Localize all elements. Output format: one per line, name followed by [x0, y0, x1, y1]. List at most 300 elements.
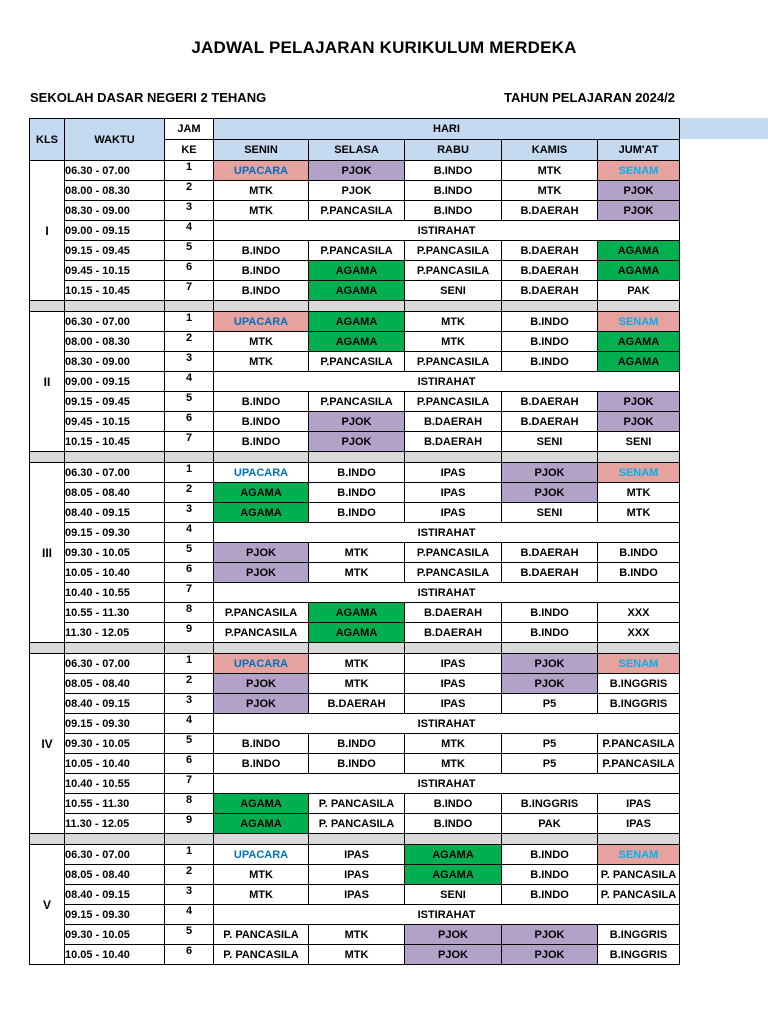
time-cell: 09.15 - 09.45 [65, 392, 165, 412]
time-cell: 09.15 - 09.30 [65, 523, 165, 543]
subject-cell: PJOK [214, 674, 309, 694]
subject-cell: P.PANCASILA [309, 201, 405, 221]
time-cell: 10.05 - 10.40 [65, 754, 165, 774]
time-cell: 10.55 - 11.30 [65, 794, 165, 814]
separator-cell [309, 301, 405, 312]
time-cell: 10.05 - 10.40 [65, 945, 165, 965]
school-name: SEKOLAH DASAR NEGERI 2 TEHANG [30, 90, 267, 105]
separator-cell [214, 301, 309, 312]
subject-cell: MTK [214, 865, 309, 885]
period-cell: 2 [165, 181, 214, 201]
period-cell: 8 [165, 603, 214, 623]
period-cell: 7 [165, 583, 214, 603]
subject-cell: MTK [405, 332, 502, 352]
subject-cell: B.DAERAH [309, 694, 405, 714]
schedule-row [30, 261, 680, 281]
subject-cell: B.DAERAH [405, 603, 502, 623]
subject-cell: P. PANCASILA [214, 925, 309, 945]
subject-cell: MTK [214, 201, 309, 221]
schedule-row [30, 392, 680, 412]
subject-cell: AGAMA [309, 332, 405, 352]
subject-cell: AGAMA [598, 352, 680, 372]
time-cell: 06.30 - 07.00 [65, 654, 165, 674]
subject-cell: MTK [214, 352, 309, 372]
subject-cell: P.PANCASILA [309, 392, 405, 412]
subject-cell: P. PANCASILA [309, 814, 405, 834]
page-title: JADWAL PELAJARAN KURIKULUM MERDEKA [191, 38, 577, 57]
schedule-row [30, 814, 680, 834]
subject-cell: PJOK [502, 483, 598, 503]
period-cell: 4 [165, 523, 214, 543]
subject-cell: SENAM [598, 463, 680, 483]
subject-cell: PJOK [598, 392, 680, 412]
time-cell: 09.30 - 10.05 [65, 543, 165, 563]
subject-cell: B.INDO [309, 483, 405, 503]
period-cell: 5 [165, 734, 214, 754]
separator-cell [309, 834, 405, 845]
subject-cell: PJOK [309, 181, 405, 201]
subject-cell: B.INDO [214, 412, 309, 432]
period-cell: 1 [165, 654, 214, 674]
class-separator [30, 834, 680, 845]
subject-cell: AGAMA [214, 483, 309, 503]
break-cell: ISTIRAHAT [214, 372, 680, 392]
break-cell: ISTIRAHAT [214, 905, 680, 925]
subject-cell: AGAMA [405, 845, 502, 865]
subject-cell: B.DAERAH [502, 281, 598, 301]
schedule-row [30, 161, 680, 181]
schedule-row [30, 885, 680, 905]
subject-cell: B.INDO [502, 352, 598, 372]
subject-cell: SENI [502, 503, 598, 523]
schedule-row [30, 312, 680, 332]
subject-cell: B.INDO [502, 885, 598, 905]
period-cell: 5 [165, 543, 214, 563]
header-kls: KLS [30, 119, 65, 161]
period-cell: 1 [165, 463, 214, 483]
subject-cell: P.PANCASILA [309, 352, 405, 372]
break-cell: ISTIRAHAT [214, 221, 680, 241]
subject-cell: PJOK [214, 543, 309, 563]
schedule-row [30, 603, 680, 623]
schedule-row [30, 241, 680, 261]
subject-cell: B.INDO [502, 865, 598, 885]
subject-cell: MTK [502, 181, 598, 201]
period-cell: 7 [165, 774, 214, 794]
subject-cell: B.INDO [502, 845, 598, 865]
subject-cell: MTK [309, 674, 405, 694]
separator-cell [598, 834, 680, 845]
subject-cell: IPAS [309, 865, 405, 885]
subject-cell: UPACARA [214, 654, 309, 674]
subject-cell: B.DAERAH [405, 432, 502, 452]
schedule-row [30, 463, 680, 483]
separator-cell [65, 643, 165, 654]
subject-cell: AGAMA [309, 281, 405, 301]
subject-cell: P5 [502, 694, 598, 714]
subject-cell: AGAMA [598, 332, 680, 352]
subject-cell: SENAM [598, 845, 680, 865]
subject-cell: XXX [598, 623, 680, 643]
subject-cell: B.DAERAH [502, 543, 598, 563]
subject-cell: PAK [502, 814, 598, 834]
period-cell: 2 [165, 332, 214, 352]
schedule-row [30, 412, 680, 432]
subject-cell: AGAMA [309, 603, 405, 623]
header-day-senin: SENIN [214, 140, 309, 161]
subject-cell: PJOK [309, 432, 405, 452]
subject-cell: MTK [405, 734, 502, 754]
class-label: III [30, 463, 65, 643]
period-cell: 6 [165, 754, 214, 774]
subject-cell: B.INDO [214, 432, 309, 452]
time-cell: 11.30 - 12.05 [65, 623, 165, 643]
subject-cell: B.INDO [502, 603, 598, 623]
separator-cell [502, 643, 598, 654]
subject-cell: P5 [502, 754, 598, 774]
subject-cell: MTK [309, 563, 405, 583]
header-day-jumat: JUM'AT [598, 140, 680, 161]
subject-cell: AGAMA [214, 814, 309, 834]
time-cell: 10.40 - 10.55 [65, 583, 165, 603]
subject-cell: PJOK [598, 412, 680, 432]
subject-cell: AGAMA [405, 865, 502, 885]
class-label: IV [30, 654, 65, 834]
subject-cell: AGAMA [309, 623, 405, 643]
schedule-row [30, 563, 680, 583]
period-cell: 1 [165, 312, 214, 332]
schedule-row [30, 925, 680, 945]
schedule-row [30, 352, 680, 372]
subject-cell: MTK [405, 312, 502, 332]
subject-cell: XXX [598, 603, 680, 623]
period-cell: 9 [165, 814, 214, 834]
separator-cell [405, 643, 502, 654]
time-cell: 06.30 - 07.00 [65, 161, 165, 181]
subject-cell: B.INDO [502, 332, 598, 352]
subject-cell: B.INDO [405, 161, 502, 181]
subject-cell: IPAS [309, 885, 405, 905]
separator-cell [30, 452, 65, 463]
schedule-row [30, 674, 680, 694]
subject-cell: B.INDO [405, 201, 502, 221]
time-cell: 11.30 - 12.05 [65, 814, 165, 834]
subject-cell: B.INDO [214, 241, 309, 261]
subject-cell: P.PANCASILA [598, 754, 680, 774]
break-cell: ISTIRAHAT [214, 583, 680, 603]
subject-cell: P. PANCASILA [598, 885, 680, 905]
separator-cell [165, 834, 214, 845]
time-cell: 08.05 - 08.40 [65, 674, 165, 694]
time-cell: 09.00 - 09.15 [65, 372, 165, 392]
time-cell: 06.30 - 07.00 [65, 463, 165, 483]
schedule-row [30, 483, 680, 503]
class-separator [30, 452, 680, 463]
time-cell: 09.15 - 09.30 [65, 905, 165, 925]
class-label: II [30, 312, 65, 452]
separator-cell [309, 452, 405, 463]
break-cell: ISTIRAHAT [214, 523, 680, 543]
schedule-row [30, 865, 680, 885]
period-cell: 2 [165, 674, 214, 694]
separator-cell [65, 834, 165, 845]
subject-cell: PJOK [214, 694, 309, 714]
schedule-body [30, 161, 680, 965]
time-cell: 10.55 - 11.30 [65, 603, 165, 623]
subject-cell: MTK [309, 925, 405, 945]
subject-cell: B.DAERAH [502, 392, 598, 412]
subject-cell: SENAM [598, 312, 680, 332]
subject-cell: P.PANCASILA [405, 261, 502, 281]
separator-cell [65, 452, 165, 463]
time-cell: 10.15 - 10.45 [65, 281, 165, 301]
subject-cell: SENAM [598, 654, 680, 674]
separator-cell [165, 301, 214, 312]
time-cell: 09.15 - 09.45 [65, 241, 165, 261]
schedule-row [30, 623, 680, 643]
schedule-row [30, 754, 680, 774]
subject-cell: PAK [598, 281, 680, 301]
subject-cell: IPAS [405, 694, 502, 714]
subject-cell: PJOK [502, 674, 598, 694]
separator-cell [405, 452, 502, 463]
subject-cell: IPAS [598, 814, 680, 834]
subject-cell: B.INGGRIS [598, 925, 680, 945]
schedule-row [30, 543, 680, 563]
subject-cell: B.INDO [214, 281, 309, 301]
subject-cell: IPAS [598, 794, 680, 814]
schedule-row [30, 221, 680, 241]
header-ke: KE [165, 140, 214, 161]
time-cell: 08.40 - 09.15 [65, 694, 165, 714]
separator-cell [165, 643, 214, 654]
period-cell: 5 [165, 925, 214, 945]
time-cell: 10.40 - 10.55 [65, 774, 165, 794]
separator-cell [214, 834, 309, 845]
subject-cell: P.PANCASILA [309, 241, 405, 261]
separator-cell [30, 834, 65, 845]
subject-cell: SENI [502, 432, 598, 452]
time-cell: 09.30 - 10.05 [65, 734, 165, 754]
time-cell: 08.30 - 09.00 [65, 201, 165, 221]
subject-cell: UPACARA [214, 312, 309, 332]
schedule-row [30, 734, 680, 754]
separator-cell [214, 643, 309, 654]
subject-cell: B.DAERAH [502, 241, 598, 261]
subject-cell: MTK [214, 181, 309, 201]
subject-cell: P.PANCASILA [405, 543, 502, 563]
subject-cell: PJOK [598, 201, 680, 221]
break-cell: ISTIRAHAT [214, 714, 680, 734]
subject-cell: PJOK [502, 654, 598, 674]
subject-cell: B.INDO [309, 754, 405, 774]
period-cell: 3 [165, 694, 214, 714]
schedule-row [30, 583, 680, 603]
subject-cell: P.PANCASILA [214, 623, 309, 643]
period-cell: 5 [165, 241, 214, 261]
subject-cell: B.INGGRIS [598, 945, 680, 965]
subject-cell: B.INDO [214, 754, 309, 774]
subject-cell: B.INDO [502, 312, 598, 332]
time-cell: 10.05 - 10.40 [65, 563, 165, 583]
separator-cell [502, 301, 598, 312]
separator-cell [214, 452, 309, 463]
subject-cell: B.DAERAH [502, 261, 598, 281]
period-cell: 4 [165, 714, 214, 734]
subject-cell: IPAS [405, 674, 502, 694]
time-cell: 09.30 - 10.05 [65, 925, 165, 945]
schedule-row [30, 281, 680, 301]
subject-cell: B.INDO [598, 543, 680, 563]
subject-cell: B.INDO [405, 181, 502, 201]
subject-cell: IPAS [405, 483, 502, 503]
subject-cell: MTK [405, 754, 502, 774]
separator-cell [598, 301, 680, 312]
time-cell: 08.40 - 09.15 [65, 503, 165, 523]
subject-cell: MTK [214, 332, 309, 352]
subject-cell: PJOK [405, 925, 502, 945]
subject-cell: MTK [214, 885, 309, 905]
header-day-selasa: SELASA [309, 140, 405, 161]
time-cell: 09.00 - 09.15 [65, 221, 165, 241]
subject-cell: UPACARA [214, 161, 309, 181]
subject-cell: UPACARA [214, 463, 309, 483]
subject-cell: AGAMA [214, 794, 309, 814]
schedule-row [30, 714, 680, 734]
period-cell: 3 [165, 352, 214, 372]
subject-cell: MTK [309, 945, 405, 965]
subject-cell: UPACARA [214, 845, 309, 865]
schedule-row [30, 694, 680, 714]
subject-cell: B.INGGRIS [502, 794, 598, 814]
separator-cell [405, 301, 502, 312]
subject-cell: SENI [405, 281, 502, 301]
subject-cell: IPAS [405, 463, 502, 483]
header-day-kamis: KAMIS [502, 140, 598, 161]
subject-cell: B.INDO [405, 794, 502, 814]
subject-cell: SENAM [598, 161, 680, 181]
period-cell: 4 [165, 372, 214, 392]
subject-cell: MTK [309, 654, 405, 674]
subject-cell: P.PANCASILA [598, 734, 680, 754]
subject-cell: AGAMA [309, 261, 405, 281]
schedule-row [30, 372, 680, 392]
class-separator [30, 301, 680, 312]
separator-cell [598, 643, 680, 654]
subject-cell: P5 [502, 734, 598, 754]
period-cell: 6 [165, 945, 214, 965]
subject-cell: P.PANCASILA [405, 352, 502, 372]
period-cell: 6 [165, 261, 214, 281]
subject-cell: SENI [405, 885, 502, 905]
period-cell: 2 [165, 865, 214, 885]
separator-cell [30, 301, 65, 312]
schedule-row [30, 845, 680, 865]
schedule-row [30, 432, 680, 452]
time-cell: 08.00 - 08.30 [65, 332, 165, 352]
separator-cell [405, 834, 502, 845]
subject-cell: B.INDO [214, 261, 309, 281]
subject-cell: PJOK [598, 181, 680, 201]
subject-cell: PJOK [309, 161, 405, 181]
time-cell: 09.15 - 09.30 [65, 714, 165, 734]
subject-cell: B.DAERAH [405, 412, 502, 432]
separator-cell [309, 643, 405, 654]
period-cell: 4 [165, 905, 214, 925]
period-cell: 2 [165, 483, 214, 503]
class-separator [30, 643, 680, 654]
subject-cell: B.INDO [309, 503, 405, 523]
subject-cell: PJOK [502, 463, 598, 483]
schedule-table [29, 118, 680, 965]
time-cell: 10.15 - 10.45 [65, 432, 165, 452]
schedule-row [30, 794, 680, 814]
schedule-row [30, 774, 680, 794]
schedule-row [30, 905, 680, 925]
period-cell: 1 [165, 161, 214, 181]
class-label: I [30, 161, 65, 301]
period-cell: 5 [165, 392, 214, 412]
class-label: V [30, 845, 65, 965]
subject-cell: B.DAERAH [502, 563, 598, 583]
period-cell: 1 [165, 845, 214, 865]
subject-cell: B.INDO [405, 814, 502, 834]
time-cell: 08.05 - 08.40 [65, 865, 165, 885]
subject-cell: AGAMA [598, 241, 680, 261]
subject-cell: B.INDO [214, 734, 309, 754]
subject-cell: P. PANCASILA [598, 865, 680, 885]
subject-cell: B.DAERAH [502, 412, 598, 432]
subject-cell: MTK [598, 483, 680, 503]
schedule-row [30, 654, 680, 674]
subject-cell: B.INDO [309, 463, 405, 483]
break-cell: ISTIRAHAT [214, 774, 680, 794]
subject-cell: PJOK [309, 412, 405, 432]
time-cell: 09.45 - 10.15 [65, 261, 165, 281]
header-hari: HARI [214, 119, 680, 140]
separator-cell [598, 452, 680, 463]
subject-cell: B.DAERAH [502, 201, 598, 221]
subject-cell: B.INGGRIS [598, 694, 680, 714]
subject-cell: SENI [598, 432, 680, 452]
subject-cell: B.INDO [309, 734, 405, 754]
subject-cell: MTK [502, 161, 598, 181]
subject-cell: IPAS [405, 503, 502, 523]
subject-cell: MTK [309, 543, 405, 563]
subject-cell: B.INGGRIS [598, 674, 680, 694]
period-cell: 3 [165, 503, 214, 523]
schedule-row [30, 201, 680, 221]
separator-cell [502, 452, 598, 463]
subject-cell: PJOK [214, 563, 309, 583]
header-day-rabu: RABU [405, 140, 502, 161]
separator-cell [165, 452, 214, 463]
subject-cell: P.PANCASILA [405, 241, 502, 261]
subject-cell: PJOK [405, 945, 502, 965]
subject-cell: AGAMA [309, 312, 405, 332]
time-cell: 06.30 - 07.00 [65, 845, 165, 865]
period-cell: 9 [165, 623, 214, 643]
time-cell: 08.40 - 09.15 [65, 885, 165, 905]
separator-cell [65, 301, 165, 312]
period-cell: 3 [165, 201, 214, 221]
period-cell: 4 [165, 221, 214, 241]
period-cell: 6 [165, 412, 214, 432]
header-waktu: WAKTU [65, 119, 165, 161]
subject-cell: B.INDO [502, 623, 598, 643]
schedule-row [30, 503, 680, 523]
time-cell: 08.05 - 08.40 [65, 483, 165, 503]
